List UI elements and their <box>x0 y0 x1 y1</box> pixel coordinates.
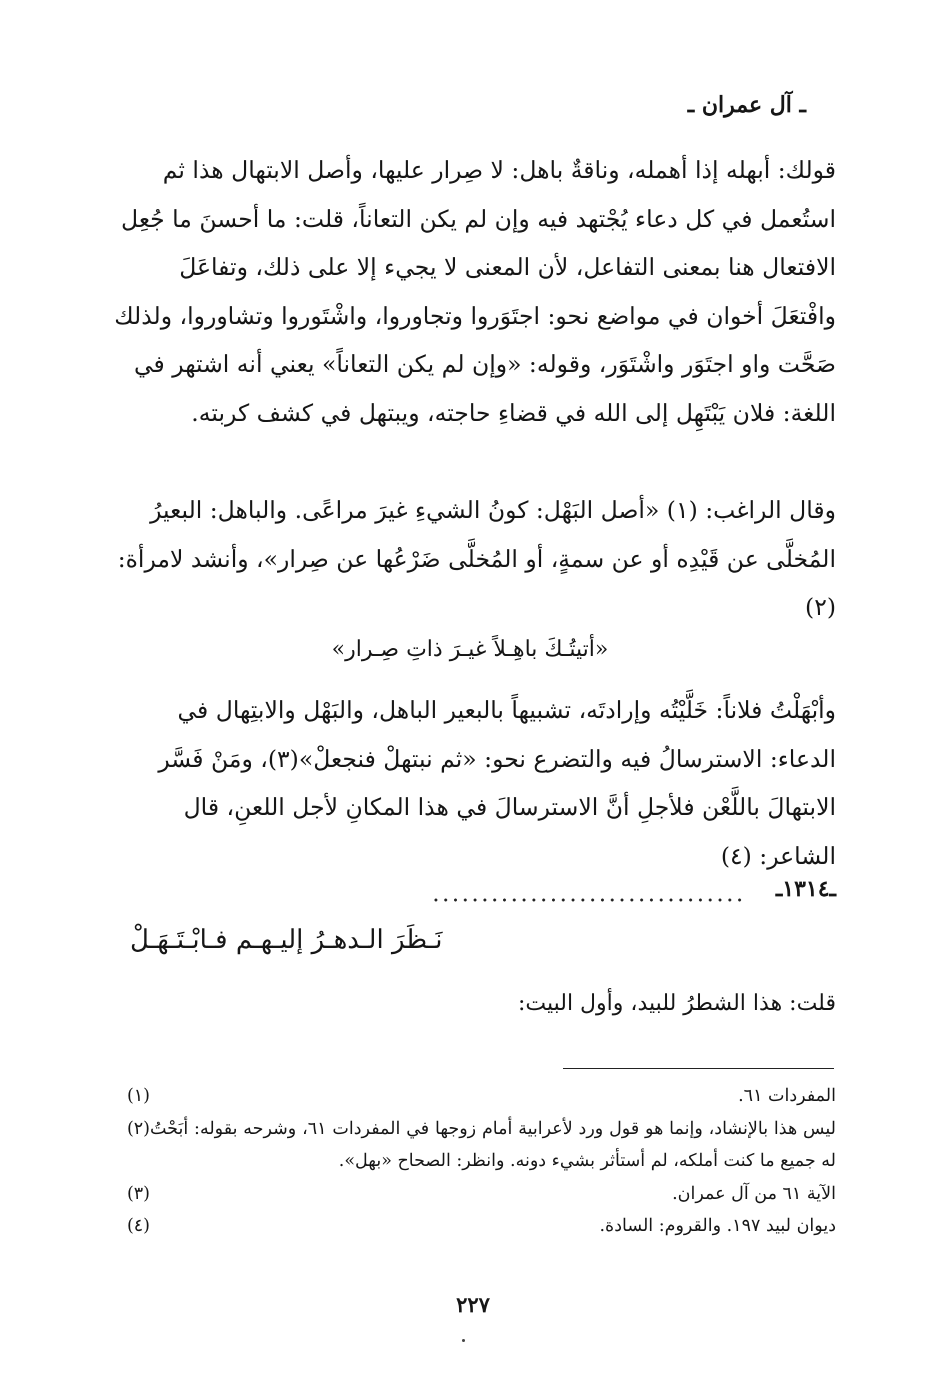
footnote-number: (٤) <box>126 1216 150 1236</box>
footnote-number: (١) <box>126 1086 150 1106</box>
footnote-text: الآية ٦١ من آل عمران. <box>672 1183 836 1204</box>
footnote-item <box>114 1080 836 1113</box>
paragraph-text: قولك: أبهله إذا أهمله، وناقةٌ باهل: لا صِرار عليها، وأصل الابتهال هذا ثم استُعمل في كل دعاء يُجْتهد فيه وإن لم يكن التعاناً، قلت: ما أحسنَ ما جُعِل الافتعال هنا بمعنى التفاعل، لأن المعنى لا يجيء إلا على ذلك، وتفاعَلَ وافْتعَلَ أخوان في مواضع نحو: اجتَوَروا وتجاوروا، واشْتَوروا وتشاوروا، ولذلك صَحَّت واو اجتَوَر واشْتَوَر، وقوله: «وإن لم يكن التعاناً» يعني أنه اشتهر في اللغة: فلان يَبْتَهِل إلى الله في قضاءِ حاجته، ويبتهل في كشف كربته. <box>114 156 836 427</box>
running-header: ـ آل عمران ـ <box>687 92 806 118</box>
body-paragraph-3 <box>114 686 836 880</box>
footnote-item <box>114 1210 836 1243</box>
footnotes <box>114 1080 836 1243</box>
verse-number-row <box>114 876 836 916</box>
footnote-item <box>114 1113 836 1178</box>
quoted-verse: «أتيتُـكَ باهِـلاً غيـرَ ذاتِ صِـرار» <box>331 637 609 662</box>
footnote-text: ديوان لبيد ١٩٧. والقروم: السادة. <box>599 1216 836 1236</box>
footnote-number: (٣) <box>126 1183 150 1204</box>
commentary-line: قلت: هذا الشطرُ للبيد، وأول البيت: <box>517 991 836 1016</box>
paragraph-text: وأبْهَلْتُ فلاناً: خَلَّيْتُه وإرادتَه، تشبيهاً بالبعير الباهل، والبَهْل والابتِهال في الدعاء: الاسترسالُ فيه والتضرع نحو: «ثم نبتهلْ فنجعلْ»(٣)، ومَنْ فَسَّر الابتهالَ باللَّعْن فلأجلِ أنَّ الاسترسالَ في هذا المكانِ لأجل اللعنِ، قال الشاعر: (٤) <box>158 696 836 870</box>
dotted-leader <box>431 898 746 902</box>
footnote-text: المفردات ٦١. <box>738 1086 836 1106</box>
footnote-text: ليس هذا بالإنشاد، وإنما هو قول ورد لأعرابية أمام زوجها في المفردات ٦١، وشرحه بقوله: أبَحْتُ له جميع ما كنت أملكه، لم أستأثر بشيء دونه. وانظر: الصحاح «بهل». <box>150 1118 836 1171</box>
footnote-number: (٢) <box>126 1118 150 1139</box>
poem-hemistich: نَـظَرَ الـدهـرُ إليـهـم فـابْـتَـهَـلْ <box>130 925 443 955</box>
body-paragraph-2 <box>114 486 836 632</box>
body-paragraph-1 <box>114 146 836 437</box>
footnote-item <box>114 1178 836 1211</box>
page-number: ٢٢٧ <box>456 1292 490 1317</box>
paragraph-text: وقال الراغب: (١) «أصل البَهْل: كونُ الشيءِ غيرَ مراعًى. والباهل: البعيرُ المُخلَّى عن قَيْدِه أو عن سمةٍ، أو المُخلَّى ضَرْعُها عن صِرار»، وأنشد لامرأة: (٢) <box>117 496 836 621</box>
footnote-separator <box>563 1068 834 1069</box>
scan-speck <box>462 1339 465 1342</box>
verse-number: ـ١٣١٤ـ <box>775 876 836 902</box>
